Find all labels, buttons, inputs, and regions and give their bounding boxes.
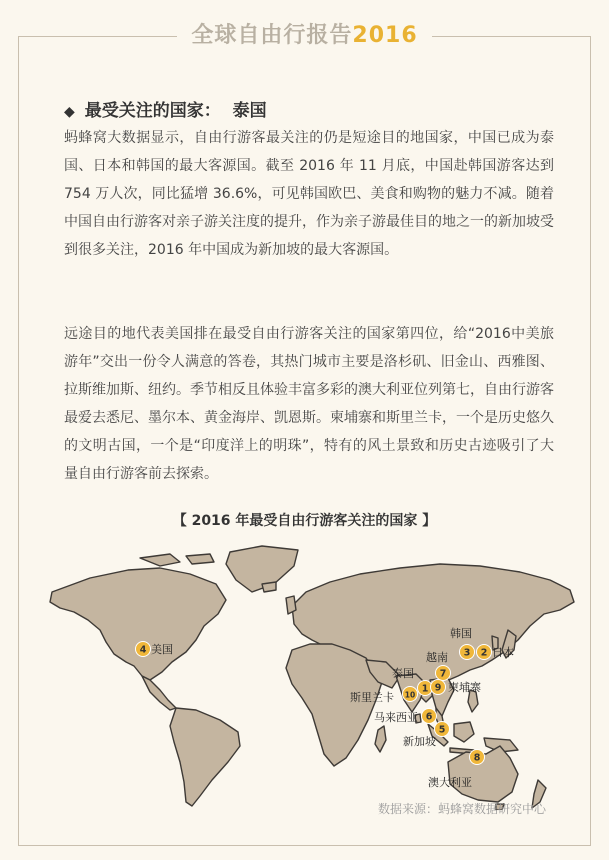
section-heading: [64, 96, 267, 121]
map-label-6: 马来西亚: [374, 711, 418, 724]
uk-shape: [286, 596, 296, 614]
diamond-bullet-icon: ◆: [64, 104, 75, 120]
iceland-shape: [262, 582, 276, 592]
map-marker-rank: 6: [425, 711, 433, 723]
map-caption: 【 2016 年最受自由行游客关注的国家 】: [172, 513, 437, 529]
map-marker-rank: 1: [421, 683, 429, 695]
map-label-5: 新加坡: [403, 735, 436, 748]
map-marker-rank: 7: [439, 668, 447, 680]
map-label-3: 韩国: [450, 627, 472, 640]
madagascar-shape: [375, 726, 386, 752]
map-label-8: 澳大利亚: [428, 776, 472, 789]
page-header: [0, 18, 609, 54]
map-label-9: 柬埔寨: [448, 681, 481, 694]
title-year: 2016: [352, 23, 418, 48]
central-america-shape: [142, 676, 176, 710]
map-marker-rank: 2: [480, 647, 488, 659]
map-marker-rank: 5: [438, 724, 446, 736]
map-marker-rank: 9: [434, 682, 442, 694]
page-title: [177, 18, 431, 54]
paragraph-1: 蚂蜂窝大数据显示，自由行游客最关注的仍是短途目的地国家，中国已成为泰国、日本和韩国的最大客源国。截至 2016 年 11 月底，中国赴韩国游客达到 754 万人次，同比猛增 36.6%，可见韩国欧巴、美食和购物的魅力不减。随着中国自由行游客对亲子游关注度的提升，作为亲子游最佳目的地之一的新加坡受到很多关注，2016 年中国成为新加坡的最大客源国。: [64, 130, 554, 258]
north-america-shape: [50, 568, 226, 680]
map-label-4: 美国: [151, 643, 173, 656]
map-label-2: 日本: [492, 646, 514, 659]
map-label-7: 越南: [426, 651, 448, 664]
section-heading-text: 最受关注的国家： 泰国: [84, 101, 267, 121]
world-map: [30, 540, 582, 810]
map-marker-rank: 8: [473, 752, 481, 764]
map-label-1: 泰国: [392, 667, 414, 680]
borneo-shape: [454, 722, 474, 742]
map-marker-rank: 3: [463, 647, 471, 659]
map-label-10: 斯里兰卡: [350, 691, 394, 704]
map-marker-rank: 4: [139, 644, 147, 656]
title-text: 全球自由行报告: [191, 23, 353, 48]
south-america-shape: [170, 708, 240, 806]
paragraph-2: 远途目的地代表美国排在最受自由行游客关注的国家第四位，给“2016中美旅游年”交出一份令人满意的答卷，其热门城市主要是洛杉矶、旧金山、西雅图、拉斯维加斯、纽约。季节相反且体验丰富多彩的澳大利亚位列第七，自由行游客最爱去悉尼、墨尔本、黄金海岸、凯恩斯。柬埔寨和斯里兰卡，一个是历史悠久的文明古国，一个是“印度洋上的明珠”，特有的风土景致和历史古迹吸引了大量自由行游客前去探索。: [64, 326, 554, 482]
arctic-islands-shape: [140, 554, 214, 566]
data-source: 数据来源：蚂蜂窝数据研究中心: [378, 802, 547, 816]
map-marker-rank: 10: [404, 690, 416, 700]
